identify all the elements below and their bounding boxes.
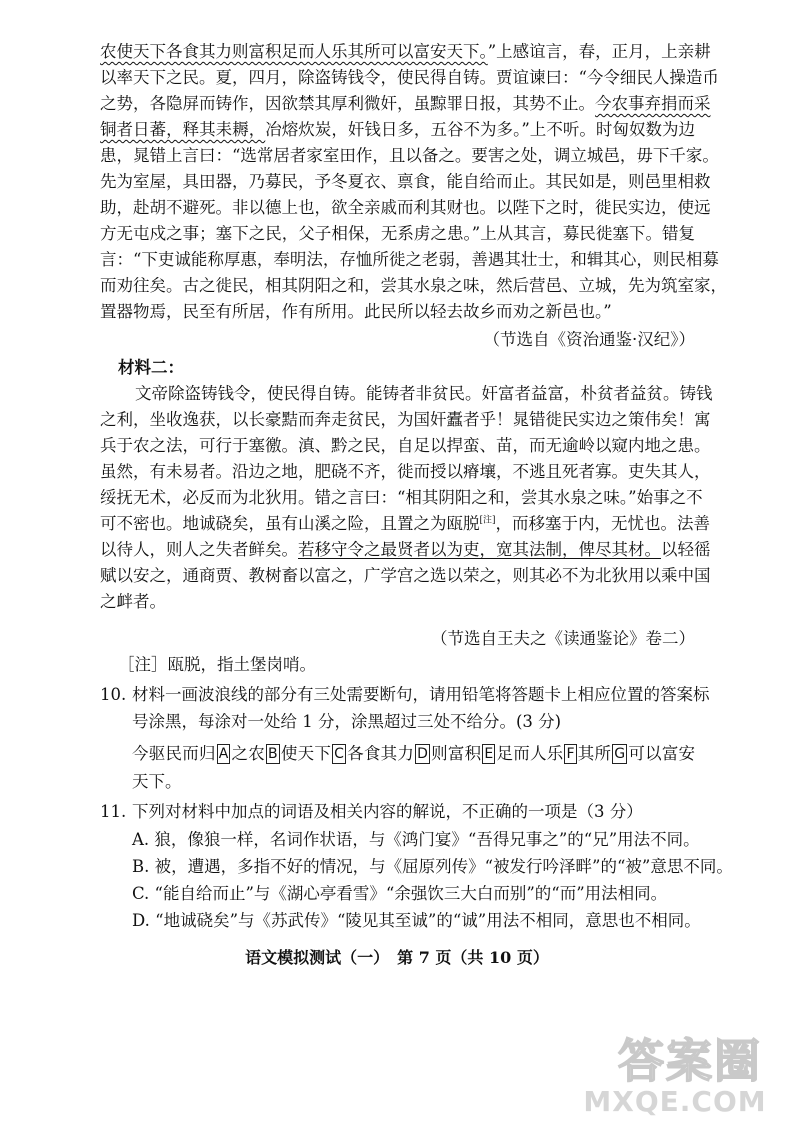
question-11 bbox=[0, 800, 794, 824]
m2-line-1: 文帝除盗铸钱令，使民得自铸。能铸者非贫民。奸富者益富，朴贫者益贫。铸钱 bbox=[135, 384, 713, 403]
q11-option-d[interactable]: D. “地诚硗矣”与《苏武传》“陵见其至诚”的“诚”用法不相同，意思也不相同。 bbox=[132, 911, 701, 930]
q11-option-b[interactable]: B. 被，遭遇，多指不好的情况，与《屈原列传》“被发行吟泽畔”的“被”意思不同。 bbox=[132, 857, 733, 876]
q10-text-2: 号涂黑，每涂对一处给 1 分，涂黑超过三处不给分。(3 分) bbox=[132, 712, 562, 731]
m1-line-4: 铜者日蕃，释其耒耨，冶熔炊炭，奸钱日多，五谷不为多。”上不听。时匈奴数为边 bbox=[100, 120, 696, 139]
answer-box-g[interactable]: G bbox=[614, 746, 626, 762]
answer-box-d[interactable]: D bbox=[417, 746, 428, 762]
answer-box-e[interactable]: E bbox=[484, 746, 494, 762]
m2-line-4: 虽然，有未易者。沿边之地，肥硗不齐，徙而授以瘠壤，不逃且死者寡。吏失其人， bbox=[100, 462, 711, 481]
m1-line-9: 言：“下吏诚能称厚惠，奉明法，存恤所徙之老弱，善遇其壮士，和辑其心，则民相募 bbox=[100, 250, 719, 269]
m2-line-2: 之利，坐收逸获，以长豪黠而奔走贫民，为国奸蠹者乎！晁错徙民实边之策伟矣！寓 bbox=[100, 410, 711, 429]
answer-box-b[interactable]: B bbox=[268, 746, 278, 762]
answer-box-a[interactable]: A bbox=[218, 746, 229, 762]
watermark-logo: 答案圈 bbox=[618, 1034, 762, 1088]
m2-heading: 材料二： bbox=[118, 358, 184, 377]
m1-line-5: 患，晁错上言曰：“选常居者家室田作，且以备之。要害之处，调立城邑，毋下千家。 bbox=[100, 146, 719, 165]
m1-line-3: 之势，各隐屏而铸作，因欲禁其厚利微奸，虽黥罪日报，其势不止。今农事弃捐而采 bbox=[100, 94, 711, 113]
m1-line-2: 以率天下之民。夏，四月，除盗铸钱令，使民得自铸。贾谊谏曰：“今令细民人操造币 bbox=[100, 68, 719, 87]
q10-sentence: 今驱民而归 A 之农 B 使天下 C 各食其力 D 则富积 E 足而人乐 F 其所 G 可以富安 bbox=[132, 744, 696, 763]
q10-text-1: 材料一画波浪线的部分有三处需要断句，请用铅笔将答题卡上相应位置的答案标 bbox=[132, 685, 710, 704]
m1-line-11: 置器物焉，民至有所居，作有所用。此民所以轻去故乡而劝之新邑也。” bbox=[100, 302, 612, 321]
m2-line-3: 兵于农之法，可行于塞徼。滇、黔之民，自足以捍蛮、苗，而无逾岭以窥内地之患。 bbox=[100, 436, 711, 455]
wavy-underline-2: 今农事弃捐而采 bbox=[595, 94, 711, 113]
wavy-underline-1: 农使天下各食其力则富积足而人乐其所可以富安天下。 bbox=[100, 42, 488, 61]
m1-line-10: 而劝往矣。古之徙民，相其阴阳之和，尝其水泉之味，然后营邑、立城，先为筑室家， bbox=[100, 276, 727, 295]
footnote-marker: [注] bbox=[479, 515, 496, 526]
watermark-url: MXQE.COM bbox=[583, 1085, 767, 1118]
m1-line-7: 助，赴胡不避死。非以德上也，欲全亲戚而利其财也。以陛下之时，徙民实边，使远 bbox=[100, 198, 711, 217]
q11-number: 11. bbox=[100, 802, 127, 821]
m1-line-6: 先为室屋，具田器，乃募民，予冬夏衣、禀食，能自给而止。其民如是，则邑里相救 bbox=[100, 172, 711, 191]
q10-number: 10. bbox=[100, 685, 127, 704]
q11-stem: 下列对材料中加点的词语及相关内容的解说，不正确的一项是（3 分） bbox=[132, 802, 643, 821]
straight-underline: 若移守令之最贤者以为吏，宽其法制，俾尽其材。 bbox=[298, 540, 661, 559]
m2-line-9: 之衅者。 bbox=[100, 592, 166, 611]
m1-line-8: 方无屯戍之事；塞下之民，父子相保，无系虏之患。”上从其言，募民徙塞下。错复 bbox=[100, 224, 695, 243]
m2-source: （节选自王夫之《读通鉴论》卷二） bbox=[431, 629, 695, 648]
q11-option-c[interactable]: C. “能自给而止”与《湖心亭看雪》“余强饮三大白而别”的“而”用法相同。 bbox=[132, 884, 668, 903]
m2-line-5: 绥抚无术，必反而为北狄用。错之言曰：“相其阴阳之和，尝其水泉之味。”始事之不 bbox=[100, 488, 703, 507]
answer-box-f[interactable]: F bbox=[566, 746, 575, 762]
m1-line-1: 农使天下各食其力则富积足而人乐其所可以富安天下。”上感谊言，春，正月，上亲耕 bbox=[100, 42, 711, 61]
m2-line-6: 可不密也。地诚硗矣，虽有山溪之险，且置之为瓯脱[注]，而移塞于内，无忧也。法善 bbox=[100, 514, 711, 533]
q10-tail: 天下。 bbox=[132, 772, 182, 791]
page-footer: 语文模拟测试（一） 第 7 页（共 10 页） bbox=[245, 948, 549, 967]
m2-line-7: 以待人，则人之失者鲜矣。若移守令之最贤者以为吏，宽其法制，俾尽其材。以轻徭 bbox=[100, 540, 711, 559]
q11-option-a[interactable]: A. 狼，像狼一样，名词作状语，与《鸿门宴》“吾得兄事之”的“兄”用法不同。 bbox=[132, 830, 700, 849]
question-10 bbox=[0, 683, 794, 707]
answer-box-c[interactable]: C bbox=[334, 746, 344, 762]
wavy-underline-2b: 铜者日蕃，释其耒耨， bbox=[100, 120, 266, 139]
m2-line-8: 赋以安之，通商贾、教树畜以富之，广学宫之选以荣之，则其必不为北狄用以乘中国 bbox=[100, 566, 711, 585]
m2-note: ［注］瓯脱，指土堡岗哨。 bbox=[118, 655, 316, 674]
m1-source: （节选自《资治通鉴·汉纪》） bbox=[483, 330, 695, 349]
